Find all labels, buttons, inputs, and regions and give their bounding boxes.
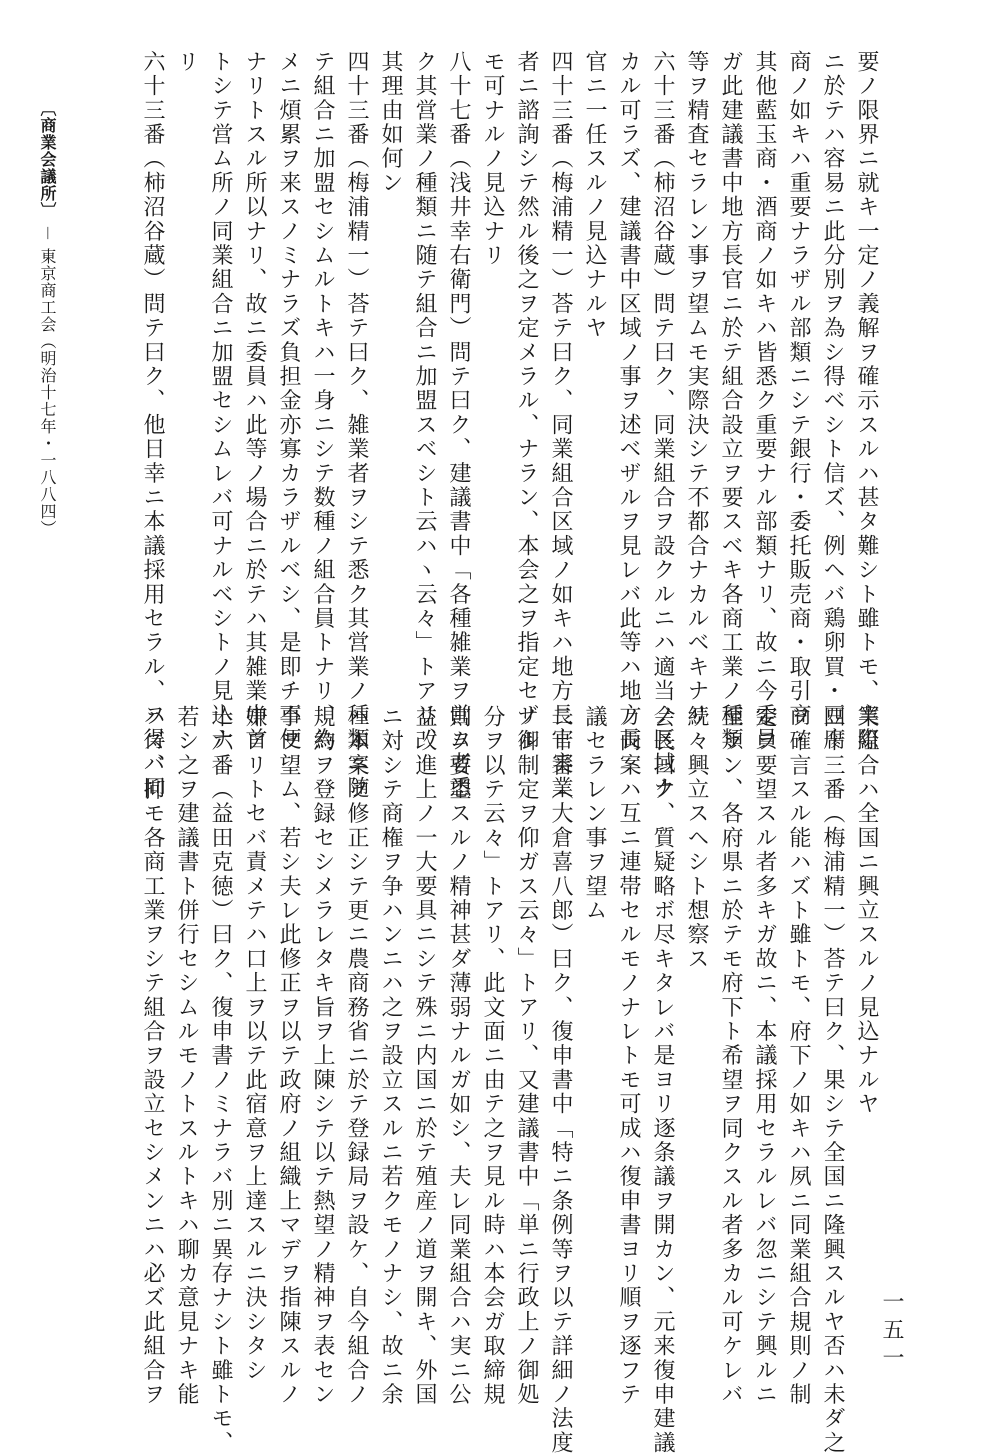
text-column: 会長曰ク、質疑略ボ尽キタレバ是ヨリ逐条議ヲ開カン、元来復申建議 — [650, 705, 675, 1455]
text-column: 二十番（大倉喜八郎）曰ク、復申書中「特ニ条例等ヲ以テ詳細ノ法度 — [548, 705, 573, 1455]
text-column: 其理由如何ン — [378, 50, 403, 196]
running-header-organization: 東京商工会 — [38, 248, 57, 334]
text-column: トシテ営ム所ノ同業組合ニ加盟セシムレバ可ナルベシトノ見込ナ — [208, 50, 233, 752]
text-column: 十六番（益田克徳）曰ク、復申書ノミナラバ別ニ異存ナシト雖トモ、 — [208, 705, 233, 1455]
text-column: メニ煩累ヲ来スノミナラズ負担金亦寡カラザルベシ、是即チ不便 — [276, 50, 301, 752]
text-column: テ組合ニ加盟セシムルトキハ一身ニシテ数種ノ組合員トナリ、為 — [310, 50, 335, 752]
text-column: 等ヲ精査セラレン事ヲ望ムモ実際決シテ不都合ナカルベキナリ — [684, 50, 709, 728]
running-header-source: 〔商業会議所〕 — [38, 100, 57, 219]
text-column: 商ノ如キハ重要ナラザル部類ニシテ銀行・委托販売商・取引商・ — [786, 50, 811, 752]
top-text-block — [135, 50, 883, 801]
text-column: 六十三番（柿沼谷蔵）問テ曰ク、他日幸ニ本議採用セラル、ヲ得バ同 — [140, 50, 165, 801]
text-column: 四十三番（梅浦精一）荅テ曰ク、果シテ全国ニ隆興スルヤ否ハ未ダ之 — [820, 705, 845, 1455]
text-column: ナリトスル所以ナリ、故ニ委員ハ此等ノ場合ニ於テハ其雑業中首 — [242, 50, 267, 752]
running-header — [36, 100, 59, 537]
text-column: ハ本案ヲ修正シテ更ニ農商務省ニ於テ登録局ヲ設ケ、自今組合ノ — [344, 705, 369, 1407]
text-column: カル可ラズ、建議書中区域ノ事ヲ述ベザルヲ見レバ此等ハ地方長 — [616, 50, 641, 752]
bottom-text-block — [135, 705, 883, 1455]
text-column: 要ノ限界ニ就キ一定ノ義解ヲ確示スルハ甚タ難シト雖トモ、実際 — [854, 50, 879, 752]
text-column: 官ニ一任スルノ見込ナルヤ — [582, 50, 607, 341]
text-column: 八十七番（浅井幸右衛門）問テ曰ク、建議書中「各種雑業ヲ営ム者悉 — [446, 50, 471, 801]
text-column: 四十三番（梅浦精一）荅テ曰ク、雑業者ヲシテ悉ク其営業ノ種類ニ随 — [344, 50, 369, 801]
text-column: 事ヲ望ム、若シ夫レ此修正ヲ以テ政府ノ組織上マデヲ指陳スルノ — [276, 705, 301, 1407]
text-column: ガ此建議書中地方長官ニ於テ組合設立ヲ要スベキ各商工業ノ種類 — [718, 50, 743, 752]
page-number: 一五一 — [879, 1290, 904, 1374]
text-column: リ — [174, 50, 199, 75]
text-column: ク其営業ノ種類ニ随テ組合ニ加盟スベシト云ハヽ云々」トアリ、 — [412, 50, 437, 752]
text-column: ニ対シテ商権ヲ争ハンニハ之ヲ設立スルニ若クモノナシ、故ニ余 — [378, 705, 403, 1407]
text-column: 定ヲ要望スル者多キガ故ニ、本議採用セラルレバ忽ニシテ興ルニ — [752, 705, 777, 1407]
text-column: 続々興立スヘシト想察ス — [684, 705, 709, 972]
text-column: 其他藍玉商・酒商ノ如キハ皆悉ク重要ナル部類ナリ、故ニ今委員 — [752, 50, 777, 752]
text-column: 嫌アリトセバ責メテハ口上ヲ以テ此宿意ヲ上達スルニ決シタシ — [242, 705, 267, 1383]
text-column: 議セラレン事ヲ望ム — [582, 705, 607, 923]
text-column: 分ヲ以テ云々」トアリ、此文面ニ由テ之ヲ見ル時ハ本会ガ取締規 — [480, 705, 505, 1407]
text-column: 四十三番（梅浦精一）荅テ曰ク、同業組合区域ノ如キハ地方長官実業 — [548, 50, 573, 801]
text-column: ノ御制定ヲ仰ガス云々」トアリ、又建議書中「単ニ行政上ノ御処 — [514, 705, 539, 1407]
text-column: 至ラン、各府県ニ於テモ府下ト希望ヲ同クスル者多カル可ケレバ — [718, 705, 743, 1407]
text-column: モ可ナルノ見込ナリ — [480, 50, 505, 268]
text-column: 六十三番（柿沼谷蔵）問テ曰ク、同業組合ヲ設クルニハ適当ノ区域ナ — [650, 50, 675, 801]
text-column: 若シ之ヲ建議書ト併行セシムルモノトスルトキハ聊カ意見ナキ能 — [174, 705, 199, 1407]
text-column: 益改進上ノ一大要具ニシテ殊ニ内国ニ於テ殖産ノ道ヲ開キ、外国 — [412, 705, 437, 1407]
text-column: ノ両案ハ互ニ連帯セルモノナレトモ可成ハ復申書ヨリ順ヲ逐フテ — [616, 705, 641, 1407]
text-column: 者ニ諮詢シテ然ル後之ヲ定メラル、ナラン、本会之ヲ指定セザル — [514, 50, 539, 752]
text-column: 規約ヲ登録セシメラレタキ旨ヲ上陳シテ以テ熱望ノ精神ヲ表セン — [310, 705, 335, 1407]
text-column: ヲ確言スル能ハズト雖トモ、府下ノ如キハ夙ニ同業組合規則ノ制 — [786, 705, 811, 1407]
text-column: ハズ、抑モ各商工業ヲシテ組合ヲ設立セシメンニハ必ズ此組合ヲ — [140, 705, 165, 1407]
text-column: ニ於テハ容易ニ此分別ヲ為シ得ベシト信ズ、例ヘバ鶏卵買・豆腐 — [820, 50, 845, 752]
running-header-date: （明治十七年・一八八四） — [38, 333, 57, 538]
text-column: 業組合ハ全国ニ興立スルノ見込ナルヤ — [854, 705, 879, 1117]
running-header-separator: － — [38, 225, 57, 243]
text-column: 則ヲ要望スルノ精神甚ダ薄弱ナルガ如シ、夫レ同業組合ハ実ニ公 — [446, 705, 471, 1407]
